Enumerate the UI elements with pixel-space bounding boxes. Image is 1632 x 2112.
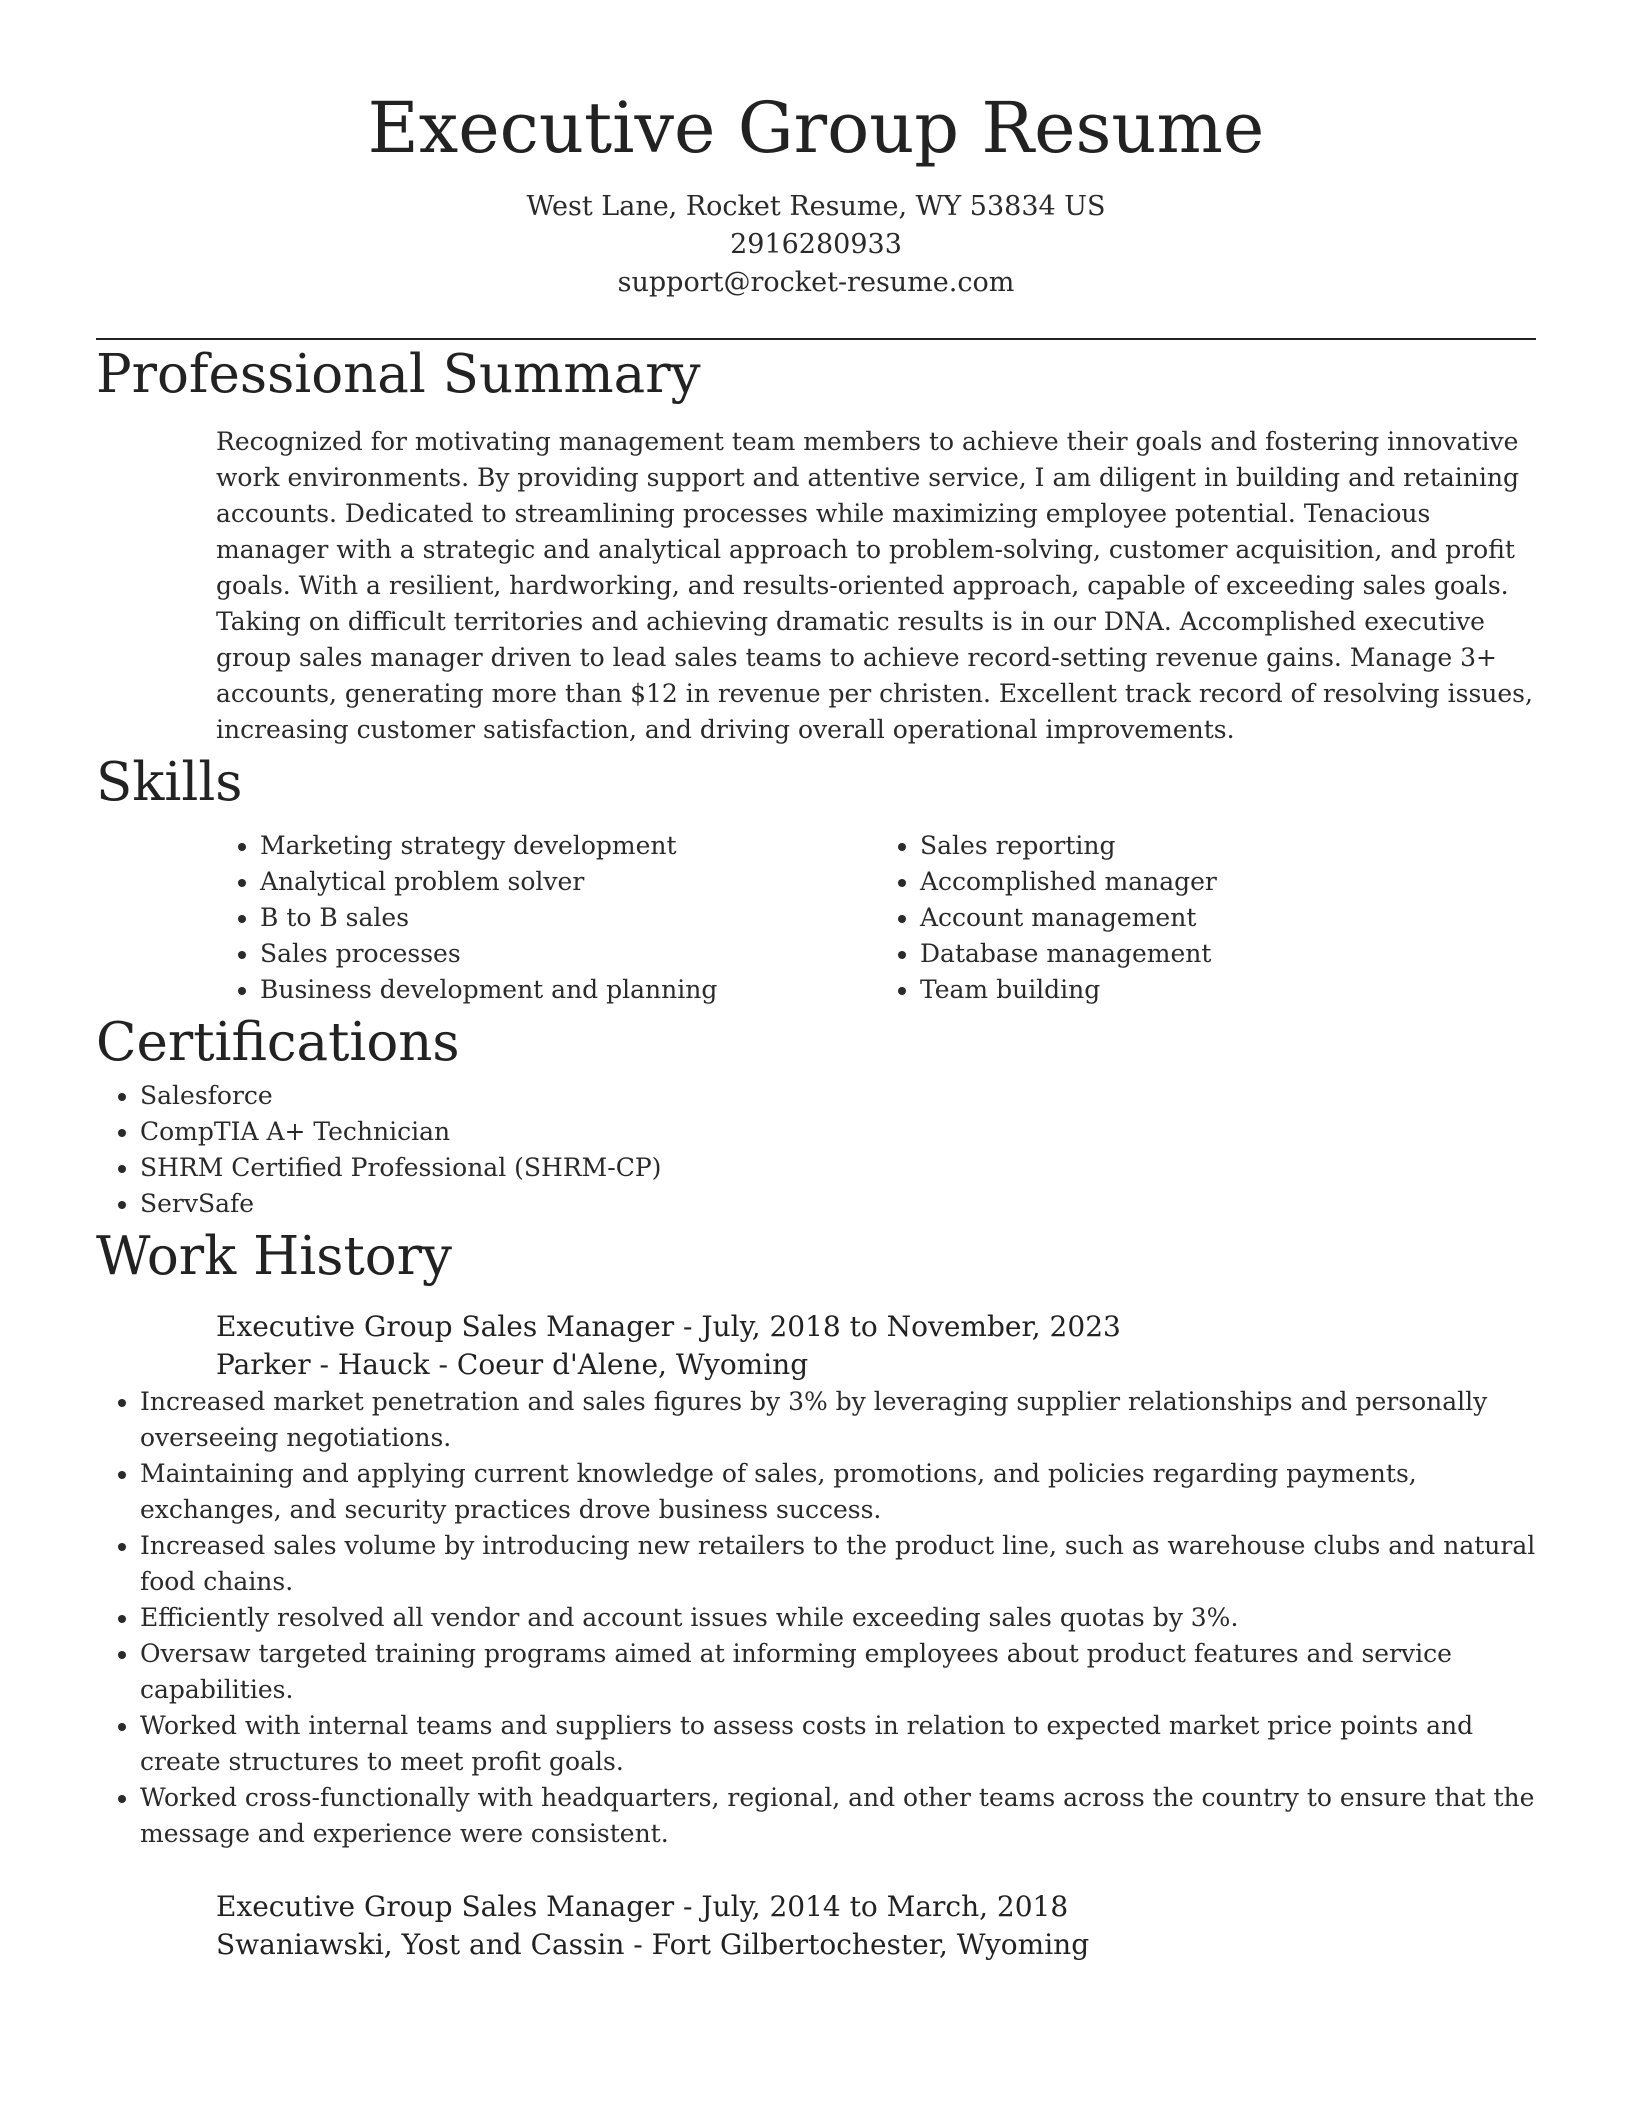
skill-item: • Account management xyxy=(920,900,1536,936)
skill-item: • B to B sales xyxy=(260,900,876,936)
job-bullet: • Oversaw targeted training programs aimed at informing employees about product features and service capabilities. xyxy=(140,1636,1536,1708)
skill-item: • Accomplished manager xyxy=(920,864,1536,900)
job-bullet: • Worked cross-functionally with headquarters, regional, and other teams across the country to ensure that the message and experience were consistent. xyxy=(140,1780,1536,1852)
job-employer-location: Parker - Hauck - Coeur d'Alene, Wyoming xyxy=(216,1348,809,1381)
job-bullet: • Increased market penetration and sales figures by 3% by leveraging supplier relationships and personally overseeing negotiations. xyxy=(140,1384,1536,1456)
resume-header xyxy=(96,0,1536,302)
skills-list-right xyxy=(876,828,1536,1008)
skills-columns xyxy=(216,828,1536,1008)
skills-list-left xyxy=(216,828,876,1008)
skill-item: • Marketing strategy development xyxy=(260,828,876,864)
job-entry xyxy=(216,1888,1536,1964)
skill-item: • Analytical problem solver xyxy=(260,864,876,900)
section-title-skills: Skills xyxy=(96,752,243,813)
job-title-dates: Executive Group Sales Manager - July, 2014 to March, 2018 xyxy=(216,1890,1069,1923)
skill-item: • Sales reporting xyxy=(920,828,1536,864)
section-title-certifications: Certifications xyxy=(96,1012,460,1073)
certification-item: • ServSafe xyxy=(140,1186,1536,1222)
job-entry xyxy=(216,1308,1536,1384)
contact-phone: 2916280933 xyxy=(730,229,902,260)
summary-text: Recognized for motivating management team members to achieve their goals and fostering innovative work environments. By providing support and attentive service, I am diligent in building and retaining accounts. Dedicated to streamlining processes while maximizing employee potential. Tenacious manager with a strategic and analytical approach to problem-solving, customer acquisition, and profit goals. With a resilient, hardworking, and results-oriented approach, capable of exceeding sales goals. Taking on difficult territories and achieving dramatic results is in our DNA. Accomplished executive group sales manager driven to lead sales teams to achieve record-setting revenue gains. Manage 3+ accounts, generating more than $12 in revenue per christen. Excellent track record of resolving issues, increasing customer satisfaction, and driving overall operational improvements. xyxy=(216,427,1533,744)
job-bullet: • Worked with internal teams and suppliers to assess costs in relation to expected market price points and create structures to meet profit goals. xyxy=(140,1708,1536,1780)
contact-address: West Lane, Rocket Resume, WY 53834 US xyxy=(526,191,1106,222)
certification-item: • Salesforce xyxy=(140,1078,1536,1114)
skill-item: • Database management xyxy=(920,936,1536,972)
section-title-work-history: Work History xyxy=(96,1226,452,1287)
job-header xyxy=(216,1888,1536,1964)
skill-item: • Team building xyxy=(920,972,1536,1008)
section-title-summary: Professional Summary xyxy=(96,344,701,405)
job-bullet: • Increased sales volume by introducing new retailers to the product line, such as warehouse clubs and natural food chains. xyxy=(140,1528,1536,1600)
job-bullets xyxy=(96,1384,1536,1852)
job-employer-location: Swaniawski, Yost and Cassin - Fort Gilbertochester, Wyoming xyxy=(216,1928,1090,1961)
certification-item: • SHRM Certified Professional (SHRM-CP) xyxy=(140,1150,1536,1186)
job-title-dates: Executive Group Sales Manager - July, 2018 to November, 2023 xyxy=(216,1310,1121,1343)
contact-email: support@rocket-resume.com xyxy=(617,267,1015,298)
job-header xyxy=(216,1308,1536,1384)
certification-item: • CompTIA A+ Technician xyxy=(140,1114,1536,1150)
skill-item: • Business development and planning xyxy=(260,972,876,1008)
certifications-list xyxy=(96,1078,1536,1222)
job-bullet: • Maintaining and applying current knowledge of sales, promotions, and policies regarding payments, exchanges, and security practices drove business success. xyxy=(140,1456,1536,1528)
job-bullet: • Efficiently resolved all vendor and account issues while exceeding sales quotas by 3%. xyxy=(140,1600,1536,1636)
contact-block xyxy=(96,188,1536,302)
skill-item: • Sales processes xyxy=(260,936,876,972)
resume-name: Executive Group Resume xyxy=(367,87,1265,169)
